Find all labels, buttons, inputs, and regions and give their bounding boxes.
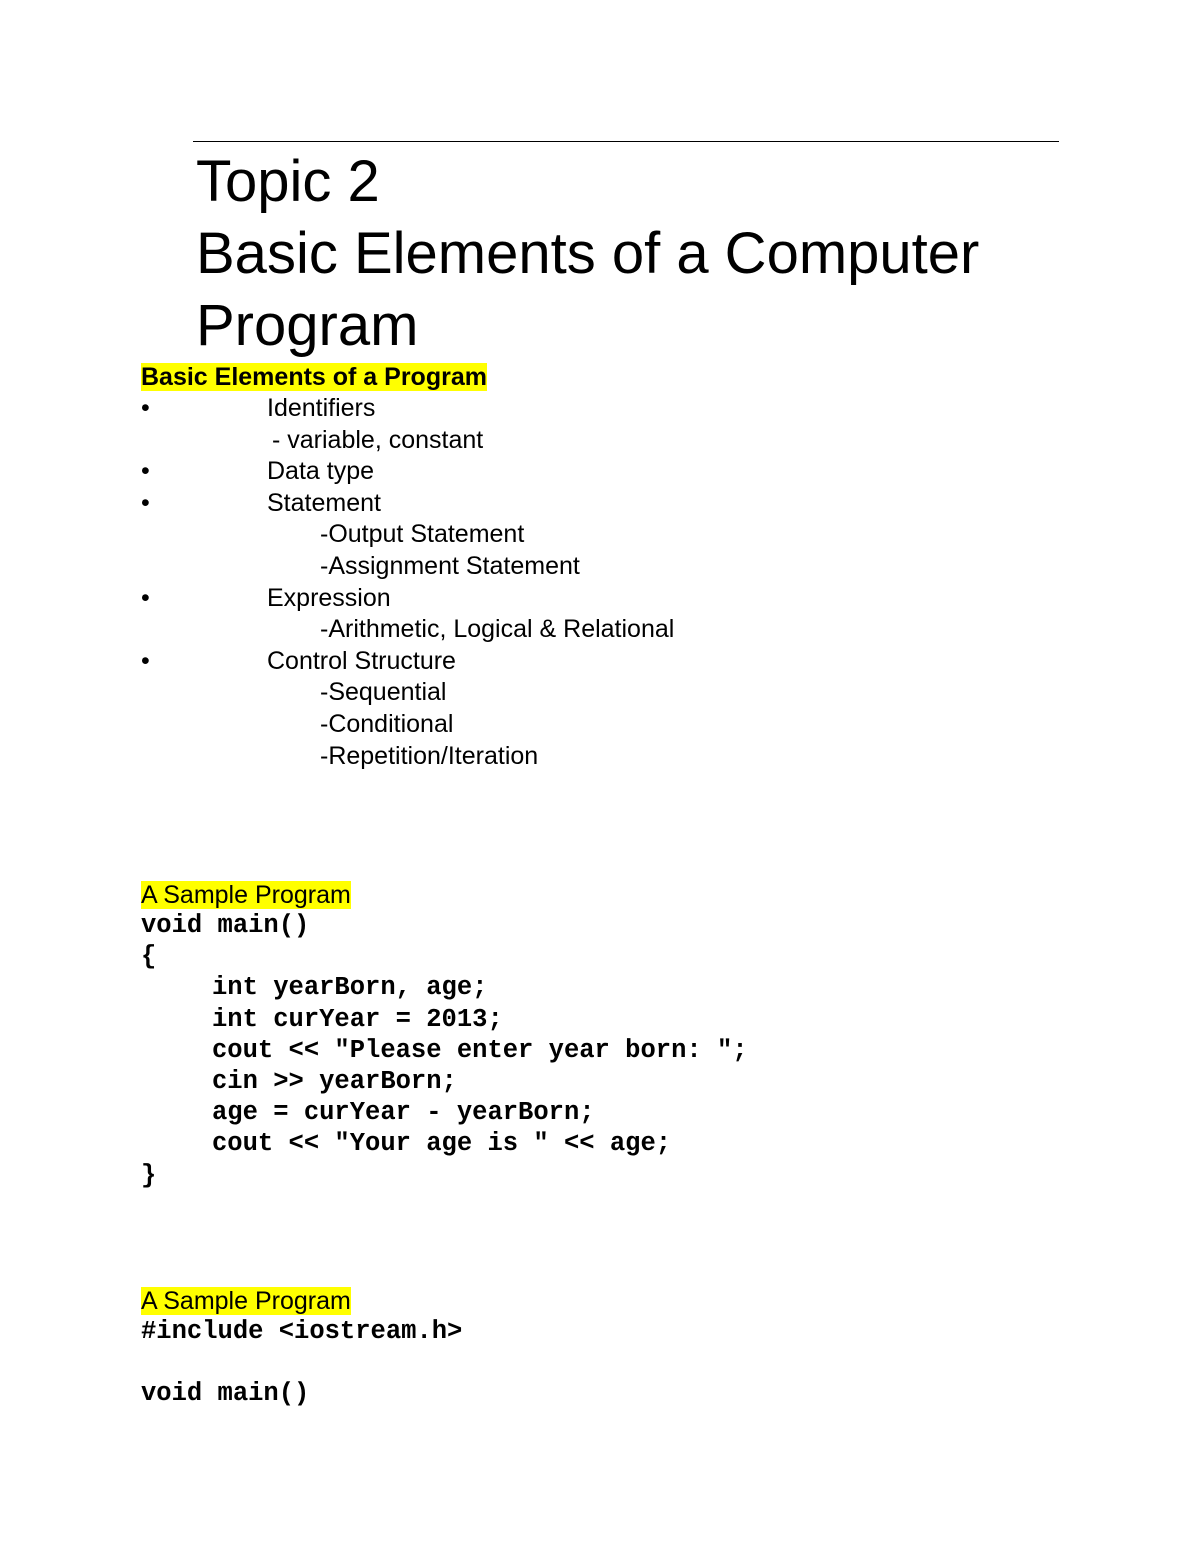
bullet-icon: • [141,583,150,612]
outline-item-text: Statement [267,488,381,517]
highlighted-heading-text: Basic Elements of a Program [141,363,487,391]
outline-subitem-text: -Conditional [320,709,454,738]
title-line: Program [196,293,419,358]
code-line: age = curYear - yearBorn; [212,1098,595,1128]
bullet-icon: • [141,646,150,675]
sample-program-heading [141,880,351,911]
bullet-icon: • [141,457,150,486]
header-rule [193,141,1059,142]
outline-item-text: Identifiers [267,394,376,422]
code-line: cin >> yearBorn; [212,1066,457,1096]
outline-subitem-text: -Output Statement [320,520,525,549]
outline-subitem-text: -Repetition/Iteration [320,741,539,770]
section-heading [141,362,487,393]
code-line: { [141,942,157,972]
code-line: void main() [141,1379,310,1409]
code-line: cout << "Your age is " << age; [212,1129,672,1159]
code-line: #include <iostream.h> [141,1317,463,1346]
sample-program-heading [141,1286,351,1317]
highlighted-heading-text: A Sample Program [141,1287,351,1315]
outline-subitem-text: -Sequential [320,678,447,707]
outline-subitem-text: -Assignment Statement [320,551,580,580]
code-line: } [141,1160,157,1190]
outline-item-text: Control Structure [267,646,456,675]
bullet-icon: • [141,394,150,422]
code-line: int curYear = 2013; [212,1004,503,1034]
outline-subitem-text: - variable, constant [272,425,484,454]
code-block [141,910,748,1191]
outline-subitem-text: -Arithmetic, Logical & Relational [320,615,675,644]
highlighted-heading-text: A Sample Program [141,881,351,909]
code-line: int yearBorn, age; [212,973,488,1003]
outline-item-text: Data type [267,457,375,486]
bullet-icon: • [141,488,150,517]
page-title [196,146,979,362]
code-block [141,1316,462,1410]
title-line: Basic Elements of a Computer [196,221,980,286]
title-line: Topic 2 [196,149,380,214]
outline-item-text: Expression [267,583,391,612]
code-line [141,1347,462,1378]
code-line: void main() [141,911,310,940]
code-line: cout << "Please enter year born: "; [212,1035,748,1065]
